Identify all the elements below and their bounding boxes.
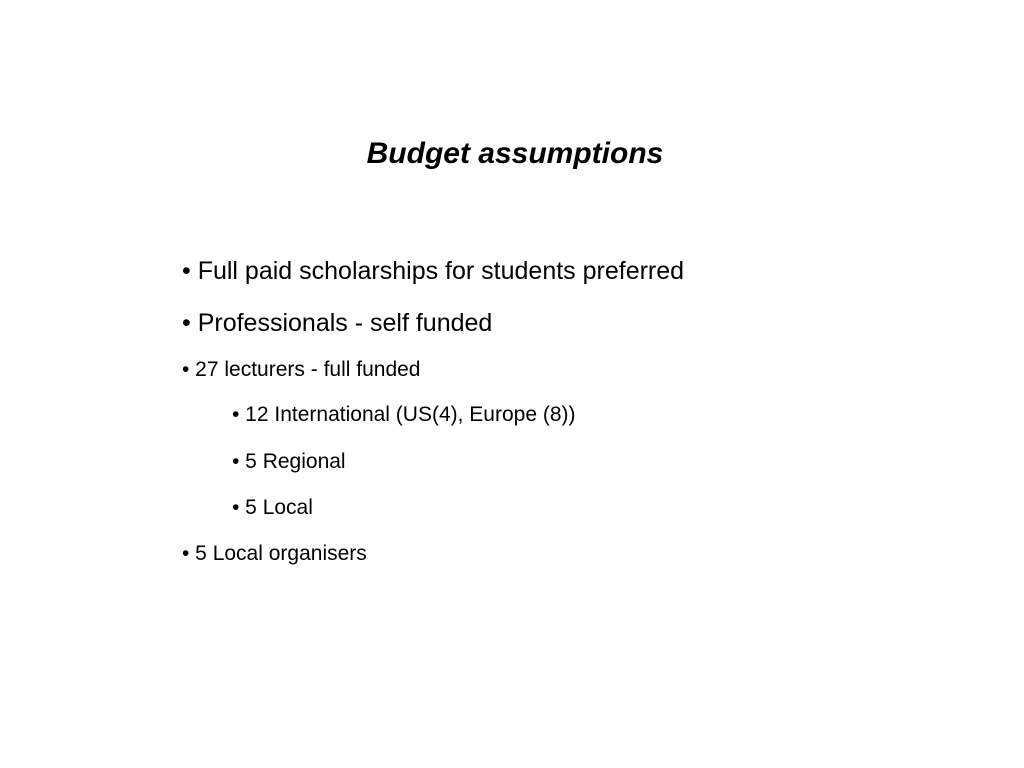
bullet-scholarships: • Full paid scholarships for students preferred <box>182 257 685 285</box>
sub-bullet-international: • 12 International (US(4), Europe (8)) <box>232 403 576 426</box>
bullet-local-organisers: • 5 Local organisers <box>182 542 367 565</box>
slide-title: Budget assumptions <box>366 137 664 170</box>
bullet-professionals: • Professionals - self funded <box>182 309 493 337</box>
bullet-lecturers: • 27 lecturers - full funded <box>182 358 421 381</box>
sub-bullet-regional: • 5 Regional <box>232 450 346 473</box>
sub-bullet-local: • 5 Local <box>232 496 313 519</box>
